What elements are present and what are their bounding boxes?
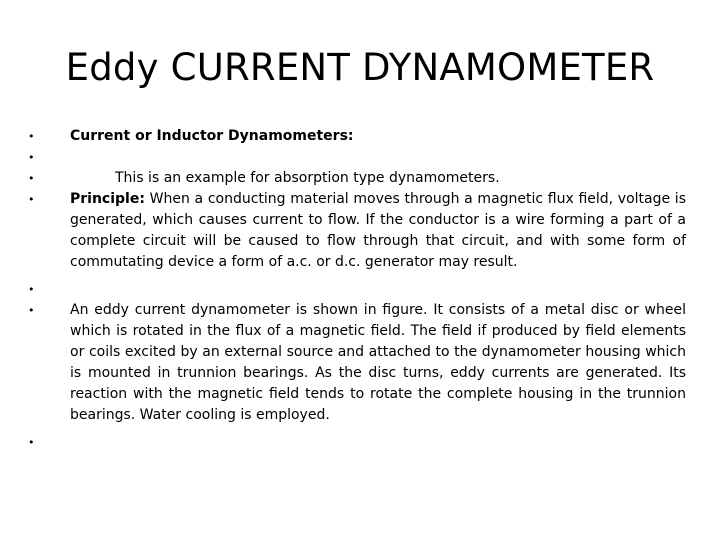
bullet-empty-2 xyxy=(26,279,686,300)
principle-text: When a conducting material moves through a magnetic flux field, voltage is generated, which causes current to flow. If the conductor is a wire forming a part of a complete circuit will be caused to flow through that circuit, and with some form of commutating device a form of a.c. or d.c. generator may result. xyxy=(70,191,686,270)
bullet-principle xyxy=(26,189,686,273)
eddy-description-text: An eddy current dynamometer is shown in figure. It consists of a metal disc or wheel which is rotated in the flux of a magnetic field. The field if produced by field elements or coils excited by an external source and attached to the dynamometer housing which is mounted in trunnion bearings. As the disc turns, eddy currents are generated. Its reaction with the magnetic field tends to rotate the complete housing in the trunnion bearings. Water cooling is employed. xyxy=(70,302,686,423)
bullet-marker: • xyxy=(28,193,35,206)
bullet-list xyxy=(26,126,686,453)
bullet-empty-1 xyxy=(26,147,686,168)
bullet-absorption-example xyxy=(26,168,686,189)
bullet-current-inductor xyxy=(26,126,686,147)
principle-label: Principle: xyxy=(70,191,145,207)
bullet-marker: • xyxy=(28,304,35,317)
slide-title: Eddy CURRENT DYNAMOMETER xyxy=(65,46,655,89)
bullet-marker: • xyxy=(28,283,35,296)
absorption-example-text: This is an example for absorption type dynamometers. xyxy=(115,170,500,186)
bullet-marker: • xyxy=(28,130,35,143)
bullet-marker: • xyxy=(28,436,35,449)
bullet-marker: • xyxy=(28,172,35,185)
bullet-marker: • xyxy=(28,151,35,164)
section-heading: Current or Inductor Dynamometers: xyxy=(70,128,354,144)
bullet-empty-3 xyxy=(26,432,686,453)
bullet-eddy-description xyxy=(26,300,686,426)
